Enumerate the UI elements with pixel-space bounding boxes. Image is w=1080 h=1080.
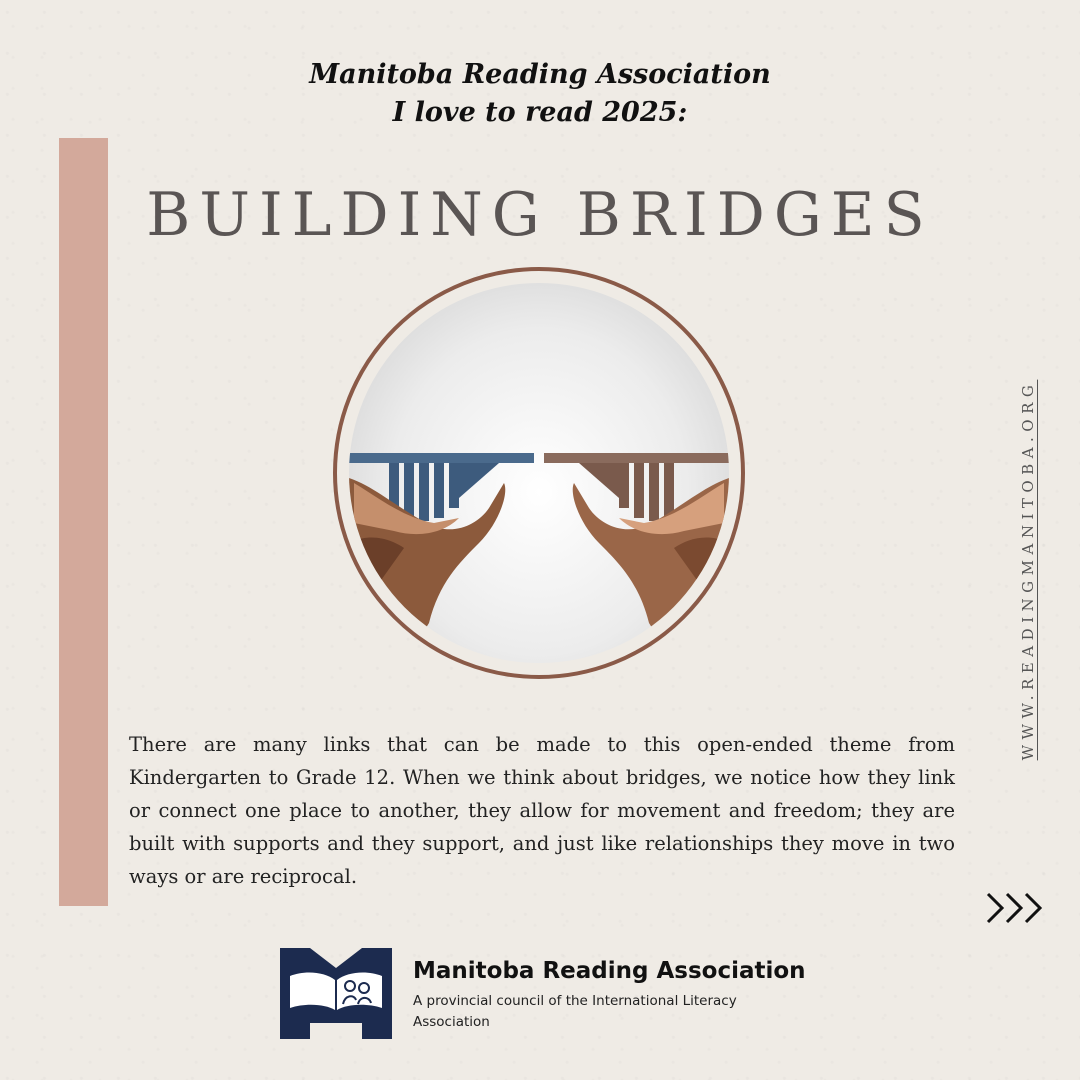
next-button[interactable] [985, 890, 1047, 926]
triple-chevron-right-icon[interactable] [985, 890, 1047, 926]
footer-org-name: Manitoba Reading Association [413, 958, 806, 984]
open-book-logo-icon [280, 948, 392, 1039]
website-url[interactable] [1010, 340, 1046, 800]
website-url-text[interactable]: WWW.READINGMANITOBA.ORG [1019, 379, 1037, 761]
header-line-1: Manitoba Reading Association [309, 59, 771, 90]
right-bridge-pillars [579, 463, 674, 521]
page-title: BUILDING BRIDGES [146, 180, 934, 250]
bridge-hands-photo [349, 283, 729, 663]
header [0, 56, 1080, 132]
footer-tagline: A provincial council of the International Literacy Association [413, 993, 737, 1030]
footer [280, 948, 820, 1040]
right-bridge-deck [544, 453, 729, 463]
body-paragraph: There are many links that can be made to this open-ended theme from Kindergarten to Grade 12. When we think about bridges, we notice how they link or connect one place to another, they allow for movement and freedom; they are built with supports and they support, and just like relationships they move in two ways or are reciprocal. [129, 733, 955, 888]
photo-frame [333, 267, 745, 679]
left-bridge-deck [349, 453, 534, 463]
accent-side-bar [59, 138, 108, 906]
header-line-2: I love to read 2025: [392, 97, 688, 128]
hands-holding-bridge-halves-icon [349, 283, 729, 663]
